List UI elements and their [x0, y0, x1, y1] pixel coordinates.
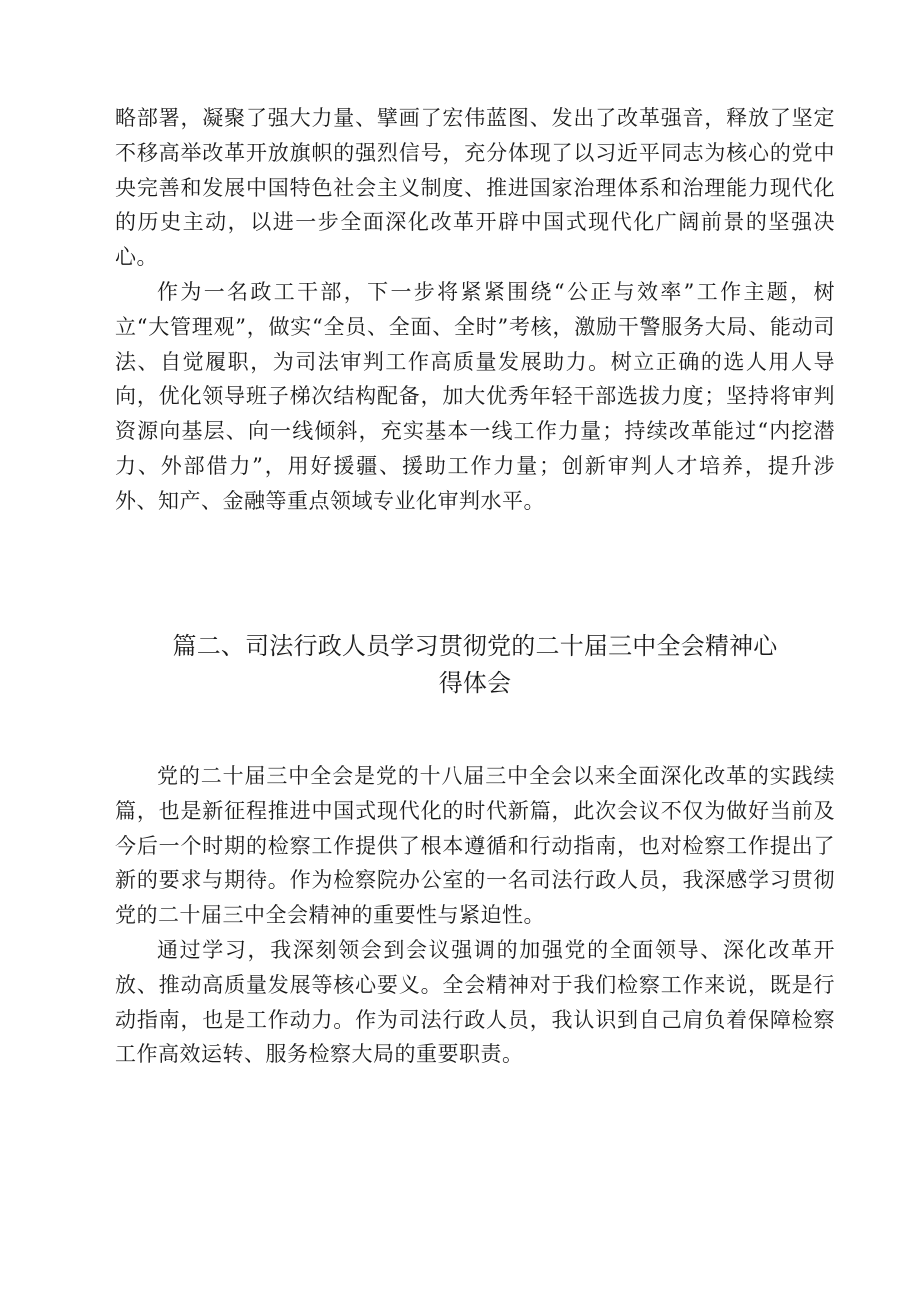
section-heading [115, 628, 835, 702]
section-one [115, 101, 835, 519]
paragraph-cadre-plan: 作为一名政工干部，下一步将紧紧围绕“公正与效率”工作主题，树立“大管理观”，做实“全员、全面、全时”考核，激励干警服务大局、能动司法、自觉履职，为司法审判工作高质量发展助力。树立正确的选人用人导向，优化领导班子梯次结构配备，加大优秀年轻干部选拔力度；坚持将审判资源向基层、向一线倾斜，充实基本一线工作力量；持续改革能过“内挖潜力、外部借力”，用好援疆、援助工作力量；创新审判人才培养，提升涉外、知产、金融等重点领域专业化审判水平。 [115, 279, 835, 513]
section-two [115, 759, 835, 1072]
paragraph-study-reflection: 通过学习，我深刻领会到会议强调的加强党的全面领导、深化改革开放、推动高质量发展等核心要义。全会精神对于我们检察工作来说，既是行动指南，也是工作动力。作为司法行政人员，我认识到自己肩负着保障检察工作高效运转、服务检察大局的重要职责。 [115, 937, 835, 1067]
paragraph-plenum-intro: 党的二十届三中全会是党的十八届三中全会以来全面深化改革的实践续篇，也是新征程推进中国式现代化的时代新篇，此次会议不仅为做好当前及今后一个时期的检察工作提供了根本遵循和行动指南，也对检察工作提出了新的要求与期待。作为检察院办公室的一名司法行政人员，我深感学习贯彻党的二十届三中全会精神的重要性与紧迫性。 [115, 764, 835, 928]
heading-line-2: 得体会 [438, 669, 512, 697]
paragraph-continued: 略部署，凝聚了强大力量、擘画了宏伟蓝图、发出了改革强音，释放了坚定不移高举改革开放旗帜的强烈信号，充分体现了以习近平同志为核心的党中央完善和发展中国特色社会主义制度、推进国家治理体系和治理能力现代化的历史主动，以进一步全面深化改革开辟中国式现代化广阔前景的坚强决心。 [115, 106, 835, 270]
heading-line-1: 篇二、司法行政人员学习贯彻党的二十届三中全会精神心 [172, 632, 778, 660]
